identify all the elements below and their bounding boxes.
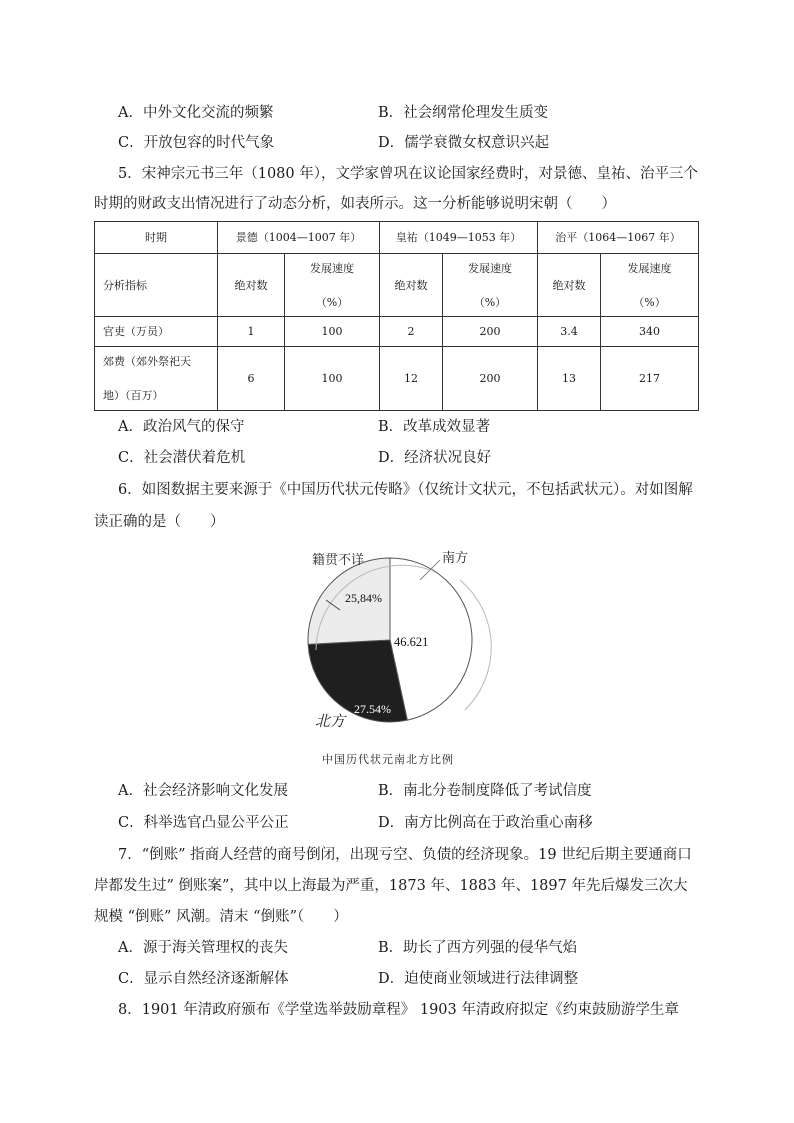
table-cell: 2: [380, 317, 443, 347]
q5-option-d: D．经济状况良好: [378, 450, 492, 466]
q5-option-a: A．政治风气的保守: [118, 419, 245, 435]
value-north: 27.54%: [354, 702, 391, 716]
header-huangyou: 皇祐（1049—1053 年）: [380, 222, 538, 254]
q7-option-b: B．助长了西方列强的侵华气焰: [378, 940, 578, 956]
q7-option-c: C．显示自然经济逐渐解体: [118, 971, 289, 987]
q7-stem-line-3: 规模 “倒账” 风潮。清末 “倒账”（ ）: [94, 909, 348, 925]
header-abs: 绝对数: [218, 254, 285, 317]
row-label-sacrifice: 郊费（郊外祭祀天 地）（百万）: [95, 347, 218, 411]
row-label-officials: 官吏（万员）: [95, 317, 218, 347]
q6-option-c: C．科举选官凸显公平公正: [118, 815, 289, 831]
q4-option-d: D．儒学衰微女权意识兴起: [378, 135, 550, 151]
table-cell: 100: [285, 317, 380, 347]
q7-stem-line-2: 岸都发生过” 倒账案”，其中以上海最为严重，1873 年、1883 年、1897 年先后爆发三次大: [94, 878, 688, 894]
q7-option-d: D．迫使商业领域进行法律调整: [378, 971, 579, 987]
table-cell: 340: [601, 317, 699, 347]
q6-stem-line-2: 读正确的是（ ）: [94, 514, 225, 530]
table-cell: 100: [285, 347, 380, 411]
header-speed: 发展速度 （%）: [285, 254, 380, 317]
table-cell: 217: [601, 347, 699, 411]
table-row: [95, 347, 699, 411]
q4-option-c: C．开放包容的时代气象: [118, 135, 275, 151]
table-cell: 3.4: [538, 317, 601, 347]
table-cell: 200: [443, 317, 538, 347]
q6-option-a: A．社会经济影响文化发展: [118, 783, 288, 799]
header-speed: 发展速度 （%）: [443, 254, 538, 317]
header-abs: 绝对数: [380, 254, 443, 317]
q7-stem-line-1: 7．“倒账” 指商人经营的商号倒闭，出现亏空、负债的经济现象。19 世纪后期主要通商口: [118, 847, 692, 863]
table-cell: 1: [218, 317, 285, 347]
table-cell: 200: [443, 347, 538, 411]
fiscal-table: [94, 221, 699, 411]
label-unknown-origin: 籍贯不详: [312, 552, 365, 567]
label-north: 北方: [315, 714, 346, 730]
q4-option-a: A．中外文化交流的频繁: [118, 105, 274, 121]
header-period: 时期: [95, 222, 218, 254]
q5-stem-line-1: 5．宋神宗元书三年（1080 年），文学家曾巩在议论国家经费时，对景德、皇祐、治平三个: [118, 166, 698, 182]
q7-option-a: A．源于海关管理权的丧失: [118, 940, 288, 956]
chart-caption: 中国历代状元南北方比例: [322, 753, 454, 766]
value-south: 46.621: [394, 635, 429, 649]
q5-option-b: B．改革成效显著: [378, 419, 491, 435]
table-cell: 13: [538, 347, 601, 411]
q6-option-b: B．南北分卷制度降低了考试信度: [378, 783, 592, 799]
q4-option-b: B．社会纲常伦理发生质变: [378, 105, 549, 121]
table-row: [95, 317, 699, 347]
q5-option-c: C．社会潜伏着危机: [118, 450, 246, 466]
pie-chart: [290, 540, 510, 740]
header-jingde: 景德（1004—1007 年）: [218, 222, 380, 254]
q8-stem-line-1: 8．1901 年清政府颁布《学堂选举鼓励章程》 1903 年清政府拟定《约束鼓励游学生章: [118, 1002, 679, 1018]
header-abs: 绝对数: [538, 254, 601, 317]
header-speed: 发展速度 （%）: [601, 254, 699, 317]
q6-stem-line-1: 6．如图数据主要来源于《中国历代状元传略》（仅统计文状元，不包括武状元）。对如图解: [118, 482, 693, 498]
table-cell: 6: [218, 347, 285, 411]
header-zhiping: 治平（1064—1067 年）: [538, 222, 699, 254]
value-unknown-origin: 25,84%: [345, 591, 382, 605]
q6-option-d: D．南方比例高在于政治重心南移: [378, 815, 593, 831]
table-cell: 12: [380, 347, 443, 411]
header-indicator: 分析指标: [95, 254, 218, 317]
q5-stem-line-2: 时期的财政支出情况进行了动态分析，如表所示。这一分析能够说明宋朝（ ）: [94, 196, 616, 212]
label-south: 南方: [442, 550, 469, 565]
